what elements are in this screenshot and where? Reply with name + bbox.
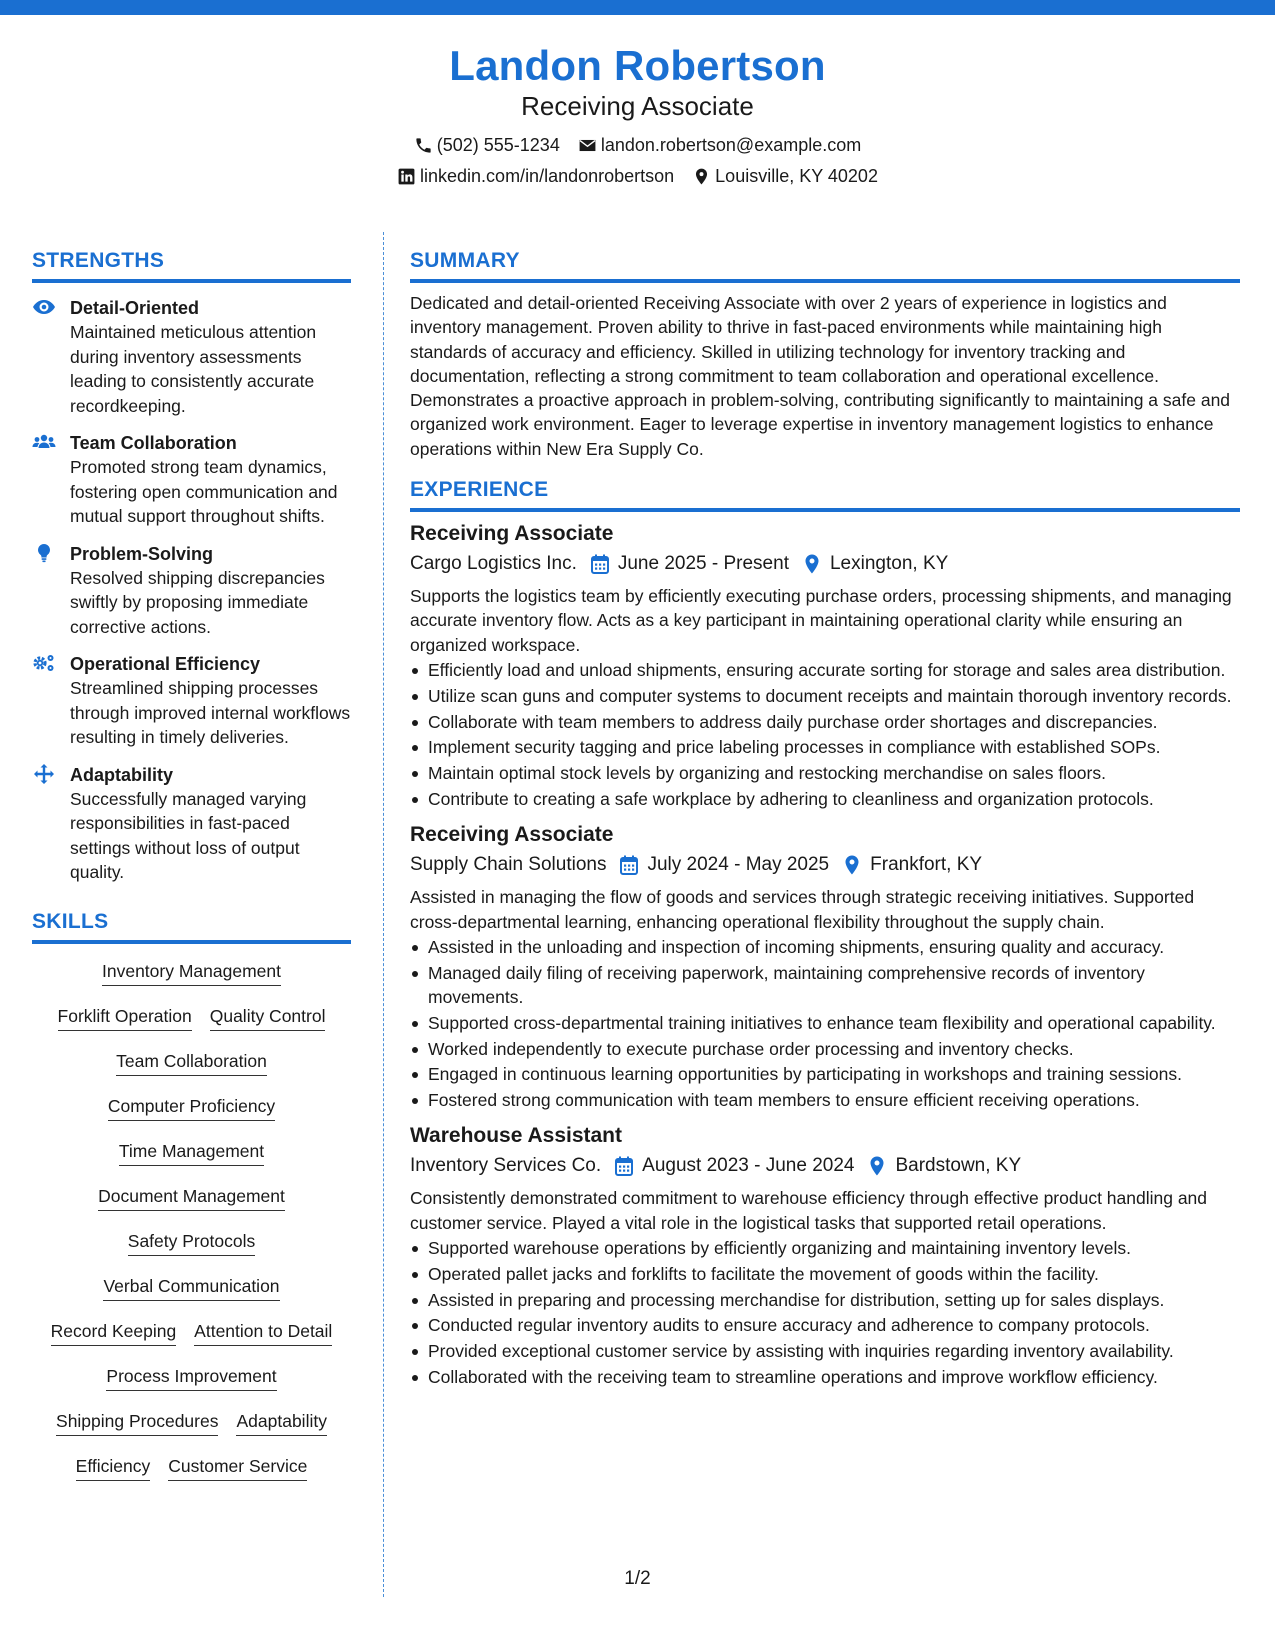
job-title: Receiving Associate [410, 522, 614, 546]
skill-row [32, 950, 351, 995]
skill-tag: Team Collaboration [116, 1049, 267, 1076]
bullet-item: Assisted in preparing and processing merchandise for distribution, setting up for sales displays. [410, 1288, 1240, 1312]
contact-row-1 [0, 134, 1275, 156]
bullet-item: Efficiently load and unload shipments, ensuring accurate sorting for storage and sales area distribution. [410, 658, 1240, 682]
job-description: Consistently demonstrated commitment to warehouse efficiency through effective product handling and customer service. Played a vital role in the logistical tasks that supported retail operations. [410, 1188, 1208, 1233]
job-dates: August 2023 - June 2024 [642, 1155, 855, 1177]
envelope-icon [578, 136, 597, 155]
bullet-item: Fostered strong communication with team members to ensure efficient receiving operations. [410, 1088, 1240, 1112]
email-contact[interactable] [578, 134, 861, 156]
location-contact [692, 165, 878, 187]
skill-tag: Document Management [98, 1184, 285, 1211]
linkedin-icon [397, 167, 416, 186]
job-meta [410, 1152, 1240, 1180]
job-meta [410, 851, 1240, 879]
strength-item [32, 431, 351, 529]
bullet-item: Engaged in continuous learning opportunities by participating in workshops and training sessions. [410, 1062, 1240, 1086]
job-company: Inventory Services Co. [410, 1155, 602, 1177]
summary-text: Dedicated and detail-oriented Receiving Associate with over 2 years of experience in logistics and inventory management. Proven ability to thrive in fast-paced environments while maintaining high standards of accuracy and efficiency. Skilled in utilizing technology for inventory tracking and documentation, reflecting a strong commitment to team collaboration and operational excellence. Demonstrates a proactive approach in problem-solving, contributing significantly to maintaining a safe and organized work environment. Eager to leverage expertise in inventory management logistics to enhance operations within New Era Supply Co. [410, 293, 1231, 459]
calendar-icon [615, 1156, 633, 1176]
bullet-item: Maintain optimal stock levels by organizing and restocking merchandise on sales floors. [410, 761, 1240, 785]
users-icon [32, 432, 56, 452]
skills-heading: SKILLS [32, 909, 351, 944]
location-text: Louisville, KY 40202 [715, 166, 878, 186]
bullet-item: Supported cross-departmental training initiatives to enhance team flexibility and operational capability. [410, 1011, 1240, 1035]
gears-icon [32, 653, 56, 673]
job-company: Cargo Logistics Inc. [410, 553, 577, 575]
skill-row [32, 1265, 351, 1310]
skill-tag: Efficiency [76, 1454, 151, 1481]
bullet-item: Managed daily filing of receiving paperwork, maintaining comprehensive records of inventory movements. [410, 961, 1240, 1010]
map-pin-icon [692, 167, 711, 186]
skill-tag: Safety Protocols [128, 1229, 255, 1256]
strength-item [32, 652, 351, 750]
strength-item [32, 763, 351, 885]
job-entry [410, 821, 1240, 1112]
strength-desc: Successfully managed varying responsibilities in fast-paced settings without loss of output quality. [70, 788, 307, 882]
bullet-item: Worked independently to execute purchase order processing and inventory checks. [410, 1037, 1240, 1061]
skill-tag: Time Management [119, 1139, 264, 1166]
map-pin-icon [803, 554, 821, 574]
job-company: Supply Chain Solutions [410, 854, 607, 876]
strength-desc: Streamlined shipping processes through improved internal workflows resulting in timely deliveries. [70, 678, 351, 747]
eye-icon [32, 297, 56, 317]
strength-item [32, 296, 351, 418]
job-dates: June 2025 - Present [617, 553, 789, 575]
bullet-item: Collaborate with team members to address daily purchase order shortages and discrepancies. [410, 710, 1240, 734]
job-entry [410, 520, 1240, 811]
bullet-item: Supported warehouse operations by efficiently organizing and maintaining inventory levels. [410, 1236, 1240, 1260]
skill-row [32, 1175, 351, 1220]
strength-title: Team Collaboration [70, 433, 237, 453]
skill-row [32, 1040, 351, 1085]
top-accent-bar [0, 0, 1275, 15]
job-title: Warehouse Assistant [410, 1124, 622, 1148]
job-entry [410, 1122, 1240, 1389]
skill-tag: Adaptability [236, 1409, 326, 1436]
bullet-item: Conducted regular inventory audits to ensure accuracy and adherence to company protocols. [410, 1313, 1240, 1337]
calendar-icon [591, 554, 609, 574]
map-pin-icon [843, 855, 861, 875]
skill-tag: Record Keeping [51, 1319, 177, 1346]
email-text: landon.robertson@example.com [600, 135, 862, 155]
job-description: Supports the logistics team by efficiently executing purchase orders, processing shipments, and managing accurate inventory flow. Acts as a key participant in maintaining operational clarity while ensuring an organized workspace. [410, 586, 1232, 655]
strengths-heading: STRENGTHS [32, 248, 351, 283]
bullet-item: Implement security tagging and price labeling processes in compliance with established SOPs. [410, 735, 1240, 759]
skill-tag: Shipping Procedures [56, 1409, 218, 1436]
summary-heading: SUMMARY [410, 248, 1240, 283]
strength-desc: Promoted strong team dynamics, fostering open communication and mutual support throughout shifts. [70, 457, 338, 526]
job-location: Frankfort, KY [870, 854, 983, 876]
skill-row [32, 1130, 351, 1175]
skill-row [32, 1355, 351, 1400]
linkedin-text: linkedin.com/in/landonrobertson [420, 166, 675, 186]
strength-title: Adaptability [70, 764, 174, 785]
linkedin-contact[interactable] [397, 165, 674, 187]
bullet-item: Utilize scan guns and computer systems to document receipts and maintain thorough inventory records. [410, 684, 1240, 708]
skill-row [32, 1085, 351, 1130]
skill-tag: Quality Control [210, 1004, 326, 1031]
skill-row [32, 1310, 351, 1355]
strength-desc: Maintained meticulous attention during inventory assessments leading to consistently accurate recordkeeping. [70, 322, 317, 416]
job-meta [410, 550, 1240, 578]
candidate-title: Receiving Associate [521, 91, 754, 121]
map-pin-icon [868, 1156, 886, 1176]
bullet-item: Contribute to creating a safe workplace by adhering to cleanliness and organization protocols. [410, 787, 1240, 811]
resume-header [0, 40, 1275, 187]
job-location: Bardstown, KY [895, 1155, 1022, 1177]
experience-heading: EXPERIENCE [410, 477, 1240, 512]
job-description: Assisted in managing the flow of goods and services through strategic receiving initiatives. Supported cross-departmental learning, enhancing operational flexibility throughout the supply chain. [410, 887, 1195, 932]
strength-title: Problem-Solving [70, 543, 214, 564]
phone-icon [414, 136, 433, 155]
skill-row [32, 1400, 351, 1445]
job-dates: July 2024 - May 2025 [647, 854, 830, 876]
phone-contact[interactable] [414, 134, 560, 156]
bullet-item: Assisted in the unloading and inspection of incoming shipments, ensuring quality and accuracy. [410, 935, 1240, 959]
job-bullets [410, 1236, 1240, 1389]
phone-text: (502) 555-1234 [436, 135, 560, 155]
strength-title: Detail-Oriented [70, 298, 200, 318]
left-column [32, 248, 351, 1490]
skills-list [32, 950, 351, 1490]
column-divider [383, 232, 384, 1597]
skill-row [32, 995, 351, 1040]
bullet-item: Operated pallet jacks and forklifts to facilitate the movement of goods within the facility. [410, 1262, 1240, 1286]
skill-tag: Inventory Management [102, 959, 281, 986]
calendar-icon [620, 855, 638, 875]
skill-tag: Verbal Communication [103, 1274, 279, 1301]
contact-row-2 [0, 165, 1275, 187]
arrows-move-icon [32, 764, 56, 784]
skill-row [32, 1445, 351, 1490]
page-number: 1/2 [624, 1568, 651, 1589]
bullet-item: Collaborated with the receiving team to streamline operations and improve workflow efficiency. [410, 1365, 1240, 1389]
candidate-name: Landon Robertson [449, 42, 826, 89]
lightbulb-icon [32, 543, 56, 563]
skill-tag: Attention to Detail [194, 1319, 332, 1346]
strength-item [32, 542, 351, 640]
strength-desc: Resolved shipping discrepancies swiftly by proposing immediate corrective actions. [70, 567, 325, 637]
job-bullets [410, 658, 1240, 811]
right-column [410, 248, 1240, 1391]
skill-tag: Process Improvement [106, 1364, 276, 1391]
bullet-item: Provided exceptional customer service by assisting with inquiries regarding inventory availability. [410, 1339, 1240, 1363]
strength-title: Operational Efficiency [70, 654, 261, 674]
skill-tag: Customer Service [168, 1454, 307, 1481]
job-location: Lexington, KY [829, 553, 949, 575]
job-title: Receiving Associate [410, 823, 614, 847]
skill-tag: Computer Proficiency [108, 1094, 275, 1121]
job-bullets [410, 935, 1240, 1113]
skill-tag: Forklift Operation [58, 1004, 192, 1031]
skill-row [32, 1220, 351, 1265]
